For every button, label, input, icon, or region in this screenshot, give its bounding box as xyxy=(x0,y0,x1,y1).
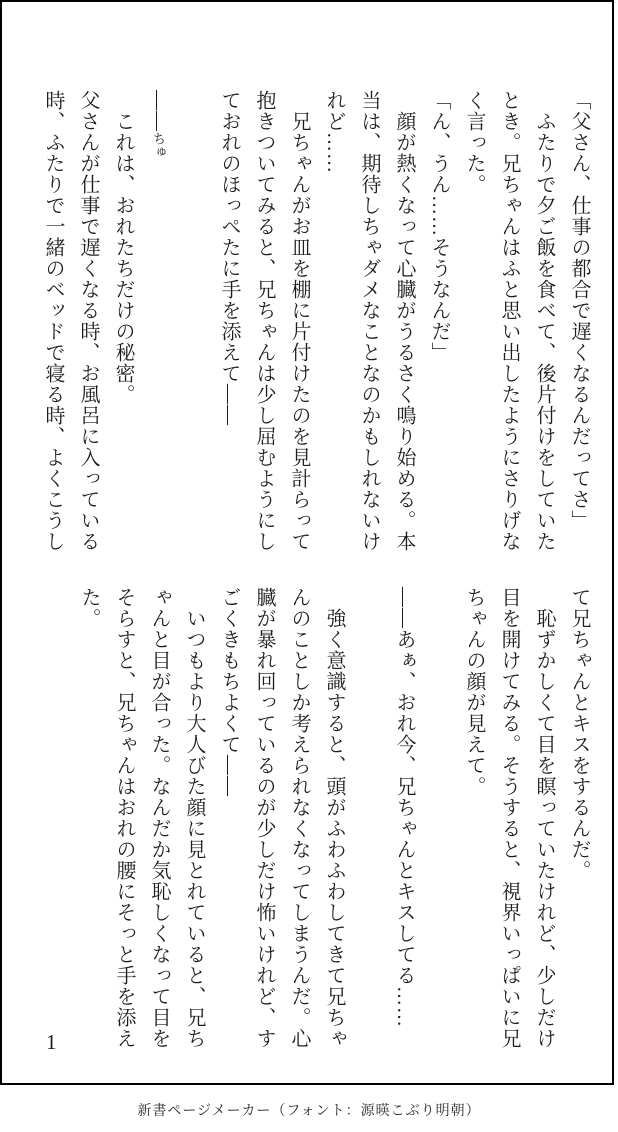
text-line: て兄ちゃんとキスをするんだ。 xyxy=(568,587,590,881)
text-line: 恥ずかしくて目を瞑っていたけれど、少しだけ xyxy=(533,587,555,1049)
text-line: く言った。 xyxy=(463,90,485,195)
text-line: 強く意識すると、頭がふわふわしてきて兄ちゃ xyxy=(323,587,345,1049)
text-line: 当は、期待しちゃダメなことなのかもしれないけ xyxy=(358,90,380,552)
text-line: んのことしか考えられなくなってしまうんだ。心 xyxy=(288,587,310,1049)
text-line: 抱きついてみると、兄ちゃんは少し屈むようにし xyxy=(253,90,275,552)
text-line xyxy=(176,90,211,552)
text-line: これは、おれたちだけの秘密。 xyxy=(112,90,134,405)
text-line: ごくきもちよくて—— xyxy=(218,587,240,797)
text-line: ちゃんの顔が見えて。 xyxy=(463,587,485,797)
text-block-upper xyxy=(24,90,596,552)
text-line: 「ん、うん……そうなんだ」 xyxy=(428,90,450,363)
text-line: た。 xyxy=(78,587,100,629)
small-kana-text: ちゅ xyxy=(151,132,166,159)
text-line: れど…… xyxy=(323,90,345,174)
text-line: そらすと、兄ちゃんはおれの腰にそっと手を添え xyxy=(113,587,135,1049)
text-line: いつもより大人びた顔に見とれていると、兄ち xyxy=(183,587,205,1049)
page-number: 1 xyxy=(46,1030,57,1054)
text-line: 兄ちゃんがお皿を棚に片付けたのを見計らって xyxy=(288,90,310,552)
text-line: ておれのほっぺたに手を添えて—— xyxy=(218,90,240,426)
text-line: 「父さん、仕事の都合で遅くなるんだってさ」 xyxy=(568,90,590,531)
text-line: ゃんと目が合った。なんだか気恥しくなって目を xyxy=(148,587,170,1049)
footer-caption: 新書ページメーカー（フォント：源暎こぶり明朝） xyxy=(137,1104,481,1119)
text-line: とき。兄ちゃんはふと思い出したようにさりげな xyxy=(498,90,520,552)
text-line: ——あぁ、おれ今、兄ちゃんとキスしてる…… xyxy=(393,587,415,1028)
text-line xyxy=(351,587,386,1049)
text-line: ふたりで夕ご飯を食べて、後片付けをしていた xyxy=(533,90,555,552)
text-line: 時、ふたりで一緒のベッドで寝る時、よくこうし xyxy=(42,90,64,552)
text-line: 顔が熱くなって心臓がうるさく鳴り始める。本 xyxy=(393,90,415,552)
dash-text: —— xyxy=(147,90,169,132)
text-line: 目を開けてみる。そうすると、視界いっぱいに兄 xyxy=(498,587,520,1049)
text-line xyxy=(140,90,176,552)
text-line: 父さんが仕事で遅くなる時、お風呂に入っている xyxy=(77,90,99,552)
text-line: 臓が暴れ回っているのが少しだけ怖いけれど、す xyxy=(253,587,275,1049)
text-block-lower xyxy=(24,587,596,1049)
text-line xyxy=(421,587,456,1049)
